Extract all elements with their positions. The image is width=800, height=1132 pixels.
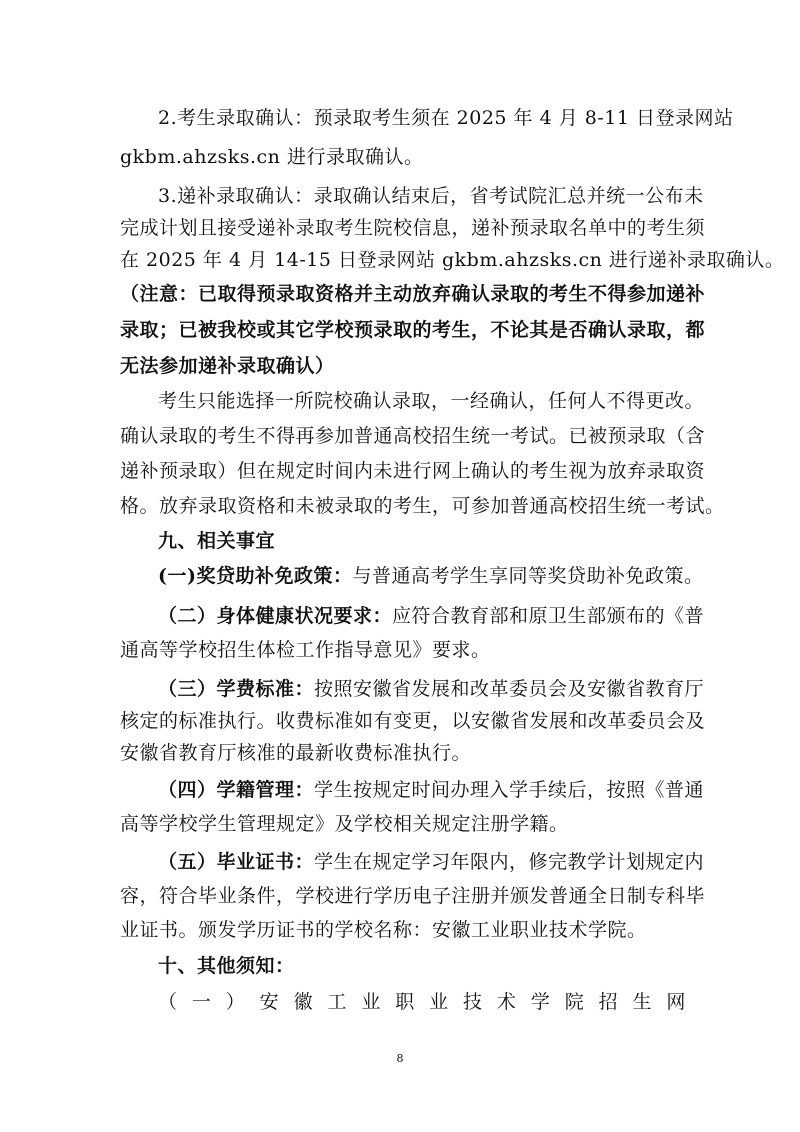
- text-line: 在 2025 年 4 月 14-15 日登录网站 gkbm.ahzsks.cn 进行递补录取确认。: [120, 249, 785, 271]
- paragraph-4: [158, 778, 705, 802]
- paragraph-4-body: 学生按规定时间办理入学手续后，按照《普通: [314, 779, 705, 801]
- char: 招: [598, 991, 619, 1013]
- paragraph-3-heading: （三）学费标准：: [158, 678, 315, 700]
- note-line: 录取；已被我校或其它学校预录取的考生，不论其是否确认录取，都: [120, 319, 706, 341]
- char: （: [158, 991, 178, 1013]
- text-line: 业证书。颁发学历证书的学校名称：安徽工业职业技术学院。: [120, 919, 647, 941]
- paragraph-2-heading: （二）身体健康状况要求：: [158, 605, 393, 627]
- char: 网: [666, 991, 686, 1013]
- char: 职: [395, 991, 415, 1013]
- char: 术: [496, 991, 517, 1013]
- text-line: 安徽省教育厅核准的最新收费标准执行。: [120, 742, 472, 764]
- paragraph-5-heading: （五）毕业证书：: [158, 851, 315, 873]
- note-line: （注意：已取得预录取资格并主动放弃确认录取的考生不得参加递补: [120, 283, 706, 305]
- text-line: 递补预录取）但在规定时间内未进行网上确认的考生视为放弃录取资: [120, 460, 706, 482]
- paragraph-5-body: 学生在规定学习年限内，修完教学计划规定内: [314, 851, 705, 873]
- char: 生: [632, 991, 652, 1013]
- paragraph-4-heading: （四）学籍管理：: [158, 779, 315, 801]
- char: 技: [463, 991, 483, 1013]
- char: 工: [327, 991, 347, 1013]
- char: 徽: [293, 991, 314, 1013]
- justified-line: [158, 990, 686, 1014]
- section-heading-10: 十、其他须知：: [158, 955, 295, 977]
- text-line: 容，符合毕业条件，学校进行学历电子注册并颁发普通全日制专科毕: [120, 885, 706, 907]
- paragraph-3: [158, 677, 705, 701]
- paragraph-2-body: 应符合教育部和原卫生部颁布的《普: [392, 605, 705, 627]
- text-line: 完成计划且接受递补录取考生院校信息，递补预录取名单中的考生须: [120, 217, 706, 239]
- text-line: gkbm.ahzsks.cn 进行录取确认。: [120, 146, 424, 168]
- note-line: 无法参加递补录取确认）: [120, 355, 335, 377]
- char: 学: [530, 991, 551, 1013]
- paragraph-1: [158, 564, 704, 588]
- char: 业: [429, 991, 449, 1013]
- text-line: 通高等学校招生体检工作指导意见》要求。: [120, 639, 491, 661]
- paragraph-2: [158, 604, 705, 628]
- text-line: 确认录取的考生不得再参加普通高校招生统一考试。已被预录取（含: [120, 425, 706, 447]
- text-line: 格。放弃录取资格和未被录取的考生，可参加普通高校招生统一考试。: [120, 495, 725, 517]
- char: 安: [259, 991, 280, 1013]
- paragraph-1-body: 与普通高考学生享同等奖贷助补免政策。: [352, 565, 704, 587]
- char: 业: [361, 991, 381, 1013]
- paragraph-1-heading: (一)奖贷助补免政策：: [158, 565, 353, 587]
- paragraph-5: [158, 850, 705, 874]
- text-line: 2.考生录取确认：预录取考生须在 2025 年 4 月 8-11 日登录网站: [158, 107, 734, 129]
- text-line: 核定的标准执行。收费标准如有变更，以安徽省发展和改革委员会及: [120, 710, 706, 732]
- paragraph-3-body: 按照安徽省发展和改革委员会及安徽省教育厅: [314, 678, 705, 700]
- text-line: 高等学校学生管理规定》及学校相关规定注册学籍。: [120, 813, 569, 835]
- char: 一: [191, 991, 212, 1013]
- page-number: 8: [396, 1052, 404, 1065]
- char: 院: [564, 991, 585, 1013]
- text-line: 考生只能选择一所院校确认录取，一经确认，任何人不得更改。: [158, 390, 705, 412]
- section-heading-9: 九、相关事宜: [158, 530, 276, 552]
- char: ）: [225, 991, 246, 1013]
- text-line: 3.递补录取确认：录取确认结束后，省考试院汇总并统一公布未: [158, 185, 704, 207]
